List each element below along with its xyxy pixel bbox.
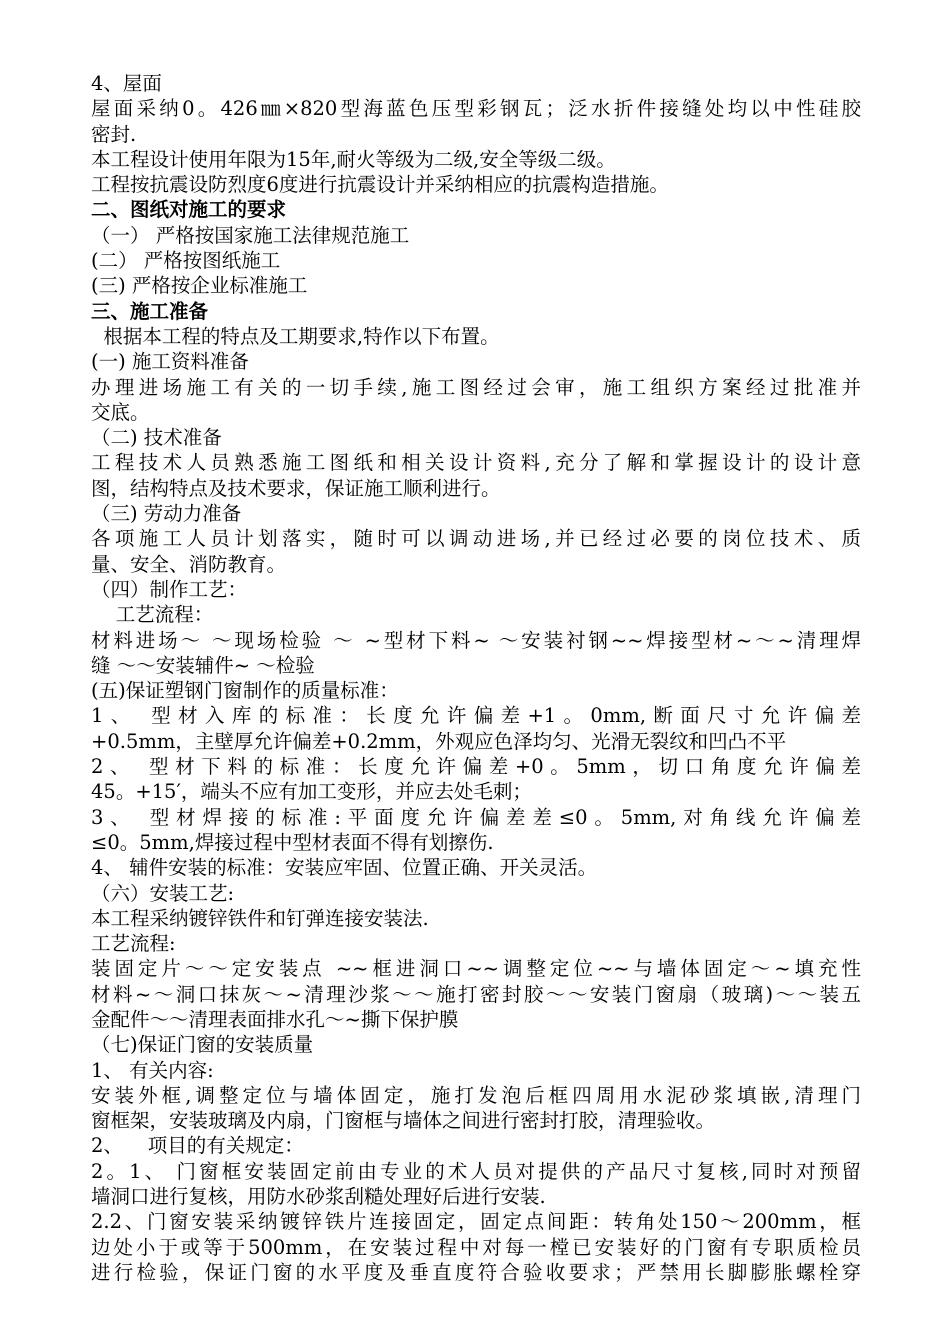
text-line: +0.5mm，主壁厚允许偏差+0.2mm，外观应色泽均匀、光滑无裂纹和凹凸不平: [91, 729, 787, 753]
text-line: (三) 严格按企业标准施工: [91, 274, 308, 298]
text-line: （四）制作工艺：: [91, 577, 248, 601]
text-line: 2、 型材下料的标准：长度允许偏差+0。5mm，切口角度允许偏差: [91, 755, 861, 779]
text-line: (一) 施工资料准备: [91, 350, 249, 374]
text-line: 办理进场施工有关的一切手续,施工图经过会审，施工组织方案经过批准并: [91, 375, 861, 399]
section-heading: 二、图纸对施工的要求: [91, 198, 287, 222]
text-line: 各项施工人员计划落实，随时可以调动进场,并已经过必要的岗位技术、质: [91, 527, 861, 551]
text-line: （一） 严格按国家施工法律规范施工: [91, 223, 410, 247]
text-line: (二） 严格按图纸施工: [91, 249, 281, 273]
text-line: 3、 型材焊接的标准:平面度允许偏差差≤0。5mm,对角线允许偏差: [91, 805, 861, 829]
text-line: 工程按抗震设防烈度6度进行抗震设计并采纳相应的抗震构造措施。: [91, 173, 669, 197]
text-line: 4、 辅件安装的标准：安装应牢固、位置正确、开关灵活。: [91, 856, 598, 880]
text-line: 4、屋面: [91, 72, 162, 95]
text-line: 交底。: [91, 400, 150, 424]
text-line: 1、 有关内容:: [91, 1058, 214, 1082]
text-line: 量、安全、消防教育。: [91, 552, 287, 576]
text-line: 边处小于或等于500mm，在安装过程中对每一樘已安装好的门窗有专职质检员: [91, 1235, 861, 1259]
text-line: 安装外框,调整定位与墙体固定，施打发泡后框四周用水泥砂浆填嵌,清理门: [91, 1083, 861, 1107]
text-line: 2.2、门窗安装采纳镀锌铁片连接固定，固定点间距：转角处150～200mm，框: [91, 1210, 861, 1234]
text-line: 工程技术人员熟悉施工图纸和相关设计资料,充分了解和掌握设计的设计意: [91, 451, 861, 475]
text-line: (五)保证塑钢门窗制作的质量标准：: [91, 679, 399, 703]
text-line: 1、 型材入库的标准：长度允许偏差+1。0mm,断面尺寸允许偏差: [91, 704, 861, 728]
text-line: 工艺流程：: [91, 603, 214, 627]
text-line: ≤0。5mm,焊接过程中型材表面不得有划擦伤.: [91, 830, 494, 854]
text-line: 本工程采纳镀锌铁件和钉弹连接安装法.: [91, 906, 429, 930]
text-line: （七)保证门窗的安装质量: [91, 1033, 314, 1057]
text-line: （三) 劳动力准备: [91, 502, 242, 526]
text-line: 本工程设计使用年限为15年,耐火等级为二级,安全等级二级。: [91, 147, 616, 171]
text-line: 窗框架，安装玻璃及内扇，门窗框与墙体之间进行密封打胶，清理验收。: [91, 1109, 716, 1133]
text-line: 45。+15′，端头不应有加工变形，并应去处毛刺；: [91, 780, 532, 804]
text-line: （六）安装工艺:: [91, 881, 235, 905]
section-heading: 三、施工准备: [91, 299, 209, 323]
text-line: 图，结构特点及技术要求，保证施工顺利进行。: [91, 476, 501, 500]
text-line: 工艺流程:: [91, 932, 176, 956]
text-line: 缝 ～～安装辅件~ ～检验: [91, 653, 315, 677]
text-line: 进行检验，保证门窗的水平度及垂直度符合验收要求；严禁用长脚膨胀螺栓穿: [91, 1260, 861, 1284]
text-line: 装固定片～～定安装点 ~~框进洞口~~调整定位~~与墙体固定～~填充性: [91, 957, 861, 981]
text-line: 根据本工程的特点及工期要求,特作以下布置。: [91, 324, 500, 348]
text-line: 金配件～～清理表面排水孔～~撕下保护膜: [91, 1007, 459, 1031]
text-line: 墙洞口进行复核，用防水砂浆刮糙处理好后进行安装.: [91, 1185, 546, 1209]
text-line: 材料进场～ ～现场检验 ～ ~型材下料~ ～安装衬钢~~焊接型材~～~清理焊: [91, 628, 861, 652]
text-line: 2、 项目的有关规定：: [91, 1134, 304, 1158]
text-line: 密封.: [91, 122, 137, 146]
text-line: 材料~～洞口抹灰～~清理沙浆～～施打密封胶～～安装门窗扇（玻璃)～～装五: [91, 982, 861, 1006]
text-line: （二) 技术准备: [91, 426, 222, 450]
document-page: [91, 71, 861, 1285]
text-line: 屋面采纳0。426㎜×820型海蓝色压型彩钢瓦；泛水折件接缝处均以中性硅胶: [91, 97, 861, 121]
text-line: 2。1、 门窗框安装固定前由专业的术人员对提供的产品尺寸复核,同时对预留: [91, 1159, 861, 1183]
